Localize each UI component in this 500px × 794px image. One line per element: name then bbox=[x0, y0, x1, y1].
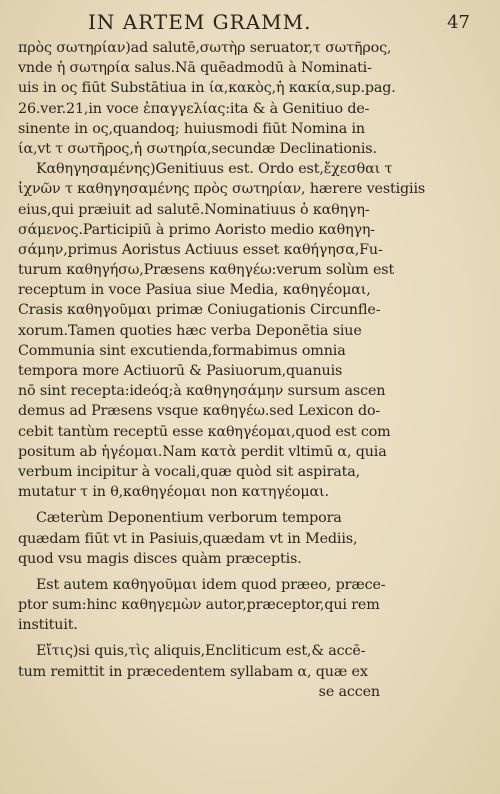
text-line: mutatur τ in θ,καθηγέομαι non κατηγέομαι. bbox=[18, 484, 329, 501]
text-line: σάμην,primus Aoristus Actiuus esset καθήγησα,Fu- bbox=[18, 241, 383, 258]
text-line: ἰχνῶν τ καθηγησαμένης πρὸς σωτηρίαν, hærere vestigiis bbox=[18, 181, 426, 198]
text-line: uis in ος fiūt Substātiua in ία,κακὸς,ἡ κακία,sup.pag. bbox=[18, 80, 396, 97]
text-line: Cæterùm Deponentium verborum tempora bbox=[36, 510, 342, 527]
text-line: positum ab ἡγέομαι.Nam κατὰ perdit vltimū α, quia bbox=[18, 443, 387, 460]
body-text bbox=[18, 38, 492, 702]
text-line: quod vsu magis disces quàm præceptis. bbox=[18, 550, 302, 567]
page-number: 47 bbox=[447, 12, 470, 33]
text-line: sinente in ος,quandoq; huiusmodi fiūt Nomina in bbox=[18, 120, 365, 137]
text-line: ptor sum:hinc καθηγεμὼν autor,præceptor,qui rem bbox=[18, 597, 380, 614]
text-line: turum καθηγήσω,Præsens καθηγέω:verum solùm est bbox=[18, 262, 395, 279]
text-line: verbum incipitur à vocali,quæ quòd sit aspirata, bbox=[18, 463, 360, 480]
text-line: tempora more Actiuorū & Pasiuorum,quanuis bbox=[18, 363, 343, 379]
text-line: demus ad Præsens vsque καθηγέω.sed Lexicon do- bbox=[18, 403, 381, 420]
text-line: Καθηγησαμένης)Genitiuus est. Ordo est,ἔχεσθαι τ bbox=[36, 161, 393, 178]
text-line: tum remittit in præcedentem syllabam α, quæ ex bbox=[18, 663, 368, 680]
text-line: Est autem καθηγοῦμαι idem quod præeo, præce- bbox=[36, 576, 386, 593]
text-line: instituit. bbox=[18, 617, 78, 634]
text-line: receptum in voce Pasiua siue Media, καθηγέομαι, bbox=[18, 282, 371, 299]
text-line: eius,qui præiuit ad salutē.Nominatiuus ὁ καθηγη- bbox=[18, 201, 370, 218]
page-header bbox=[88, 10, 470, 36]
text-line: xorum.Tamen quoties hæc verba Deponētia siue bbox=[18, 322, 362, 339]
text-line: nō sint recepta:ideóq;à καθηγησάμην sursum ascen bbox=[18, 383, 386, 400]
text-line: Εἴτις)si quis,τὶς aliquis,Encliticum est,& accē- bbox=[36, 643, 366, 660]
text-line: πρὸς σωτηρίαν)ad salutē,σωτὴρ seruator,τ σωτῆρος, bbox=[18, 40, 392, 56]
text-line: vnde ἡ σωτηρία salus.Nā quēadmodū à Nominati- bbox=[18, 60, 372, 77]
text-line: Communia sint excutienda,formabimus omnia bbox=[18, 342, 346, 359]
text-line: quædam fiūt vt in Pasiuis,quædam vt in Mediis, bbox=[18, 530, 358, 547]
catchword: se accen bbox=[318, 683, 380, 700]
text-line: σάμενος.Participiū à primo Aoristo medio καθηγη- bbox=[18, 221, 375, 238]
running-head: IN ARTEM GRAMM. bbox=[88, 10, 312, 34]
text-line: Crasis καθηγοῦμαι primæ Coniugationis Circunfle- bbox=[18, 302, 381, 319]
text-line: ία,vt τ σωτῆρος,ἡ σωτηρία,secundæ Declinationis. bbox=[18, 140, 377, 157]
text-line: 26.ver.21,in voce ἐπαγγελίας:ita & à Genitiuo de- bbox=[18, 100, 370, 117]
text-line: cebit tantùm receptū esse καθηγέομαι,quod est com bbox=[18, 423, 391, 440]
